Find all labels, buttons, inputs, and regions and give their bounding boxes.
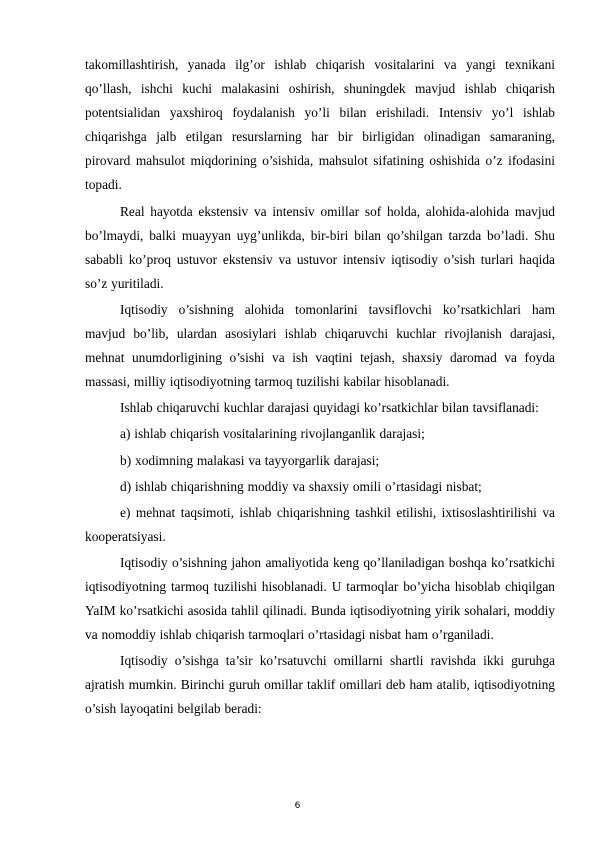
paragraph-growth-indicators: Iqtisodiy o’sishning alohida tomonlarini tavsiflovchi ko’rsatkichlari ham mavjud bo’lib, ulardan asosiylari ishlab chiqaruvchi kuchlar rivojlanish darajasi, mehnat unumdorligining o’sishi va ish vaqtini tejash, shaxsiy daromad va foyda massasi, milliy iqtisodiyotning tarmoq tuzilishi kabilar hisoblanadi.: [85, 301, 555, 390]
paragraph-productive-forces-intro: Ishlab chiqaruvchi kuchlar darajasi quyidagi ko’rsatkichlar bilan tavsiflanadi:: [120, 400, 539, 416]
paragraph-real-life-factors: Real hayotda ekstensiv va intensiv omillar sof holda, alohida-alohida mavjud bo’lmaydi, balki muayyan uyg’unlikda, bir-biri bilan qo’shilgan tarzda bo’ladi. Shu sababli ko’proq ustuvor ekstensiv va ustuvor intensiv iqtisodiy o’sish turlari haqida so’z yuritiladi.: [85, 203, 555, 291]
paragraph-sector-structure: Iqtisodiy o’sishning jahon amaliyotida keng qo’llaniladigan boshqa ko’rsatkichi iqtisodiyotning tarmoq tuzilishi hisoblanadi. U tarmoqlar bo’yicha hisoblab chiqilgan YaIM ko’rsatkichi asosida tahlil qilinadi. Bunda iqtisodiyotning yirik sohalari, moddiy va nomoddiy ishlab chiqarish tarmoqlari o’rtasidagi nisbat ham o’rganiladi.: [85, 554, 555, 643]
page-number: 6: [294, 801, 301, 811]
list-item-a: a) ishlab chiqarish vositalarining rivojlanganlik darajasi;: [120, 426, 425, 442]
document-body: [85, 53, 555, 722]
paragraph-continuation: takomillashtirish, yanada ilg’or ishlab chiqarish vositalarini va yangi texnikani qo’llash, ishchi kuchi malakasini oshirish, shuningdek mavjud ishlab chiqarish potentsialidan yaxshiroq foydalanish yo’li bilan erishiladi. Intensiv yo’l ishlab chiqarishga jalb etilgan resurslarning har bir birligidan olinadigan samaraning, pirovard mahsulot miqdorining o’sishida, mahsulot sifatining oshishida o’z ifodasini topadi.: [85, 57, 555, 193]
paragraph-factor-groups: Iqtisodiy o’sishga ta’sir ko’rsatuvchi omillarni shartli ravishda ikki guruhga ajratish mumkin. Birinchi guruh omillar taklif omillari deb ham atalib, iqtisodiyotning o’sish layoqatini belgilab beradi:: [85, 653, 555, 717]
list-item-b: b) xodimning malakasi va tayyorgarlik darajasi;: [120, 452, 380, 468]
list-item-e: e) mehnat taqsimoti, ishlab chiqarishning tashkil etilishi, ixtisoslashtirilishi va kooperatsiyasi.: [85, 504, 555, 544]
list-item-d: d) ishlab chiqarishning moddiy va shaxsiy omili o’rtasidagi nisbat;: [120, 478, 482, 494]
